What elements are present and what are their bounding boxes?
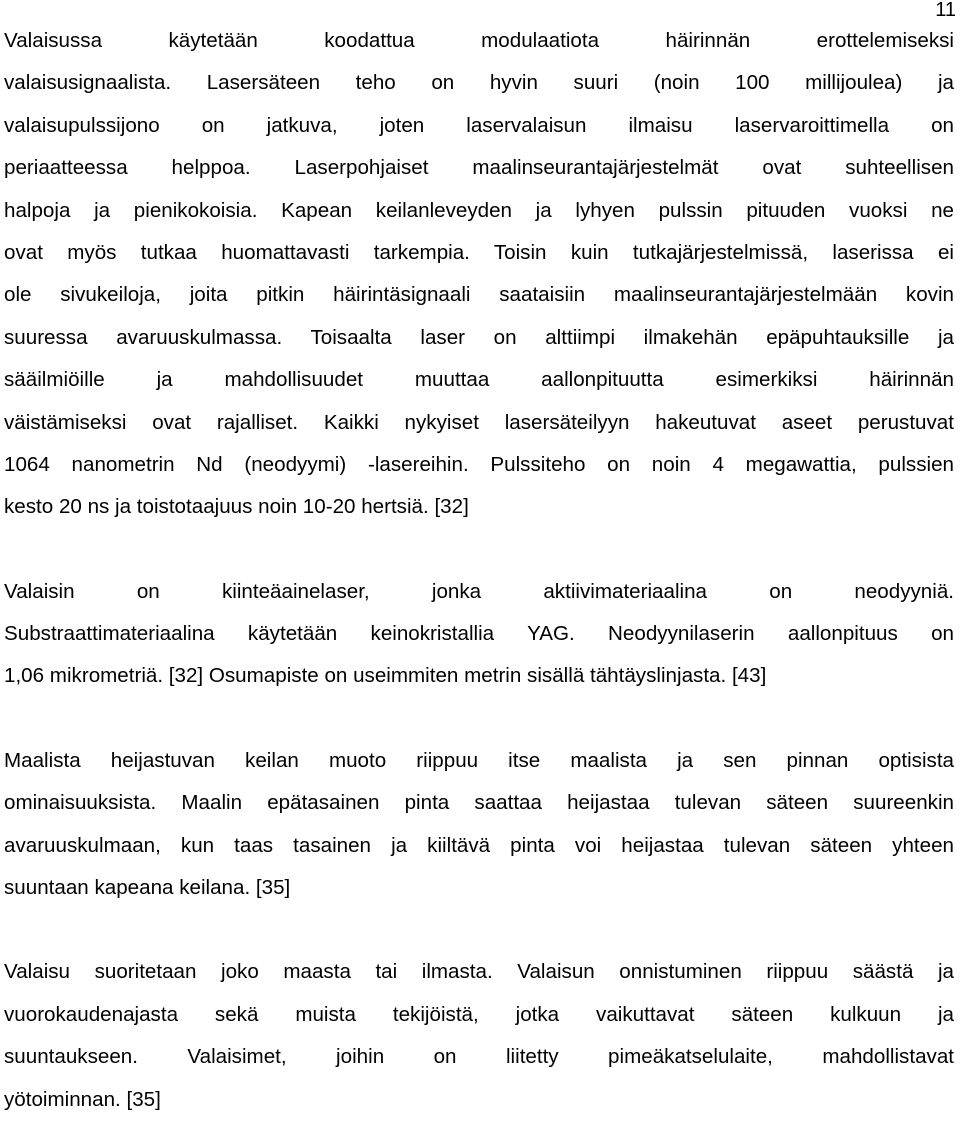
text-line: Valaisu suoritetaan joko maasta tai ilmasta. Valaisun onnistuminen riippuu säästä ja bbox=[4, 960, 954, 984]
paragraph-gap bbox=[4, 529, 954, 571]
text-line: periaatteessa helppoa. Laserpohjaiset maalinseurantajärjestelmät ovat suhteellisen bbox=[4, 156, 954, 180]
text-line: väistämiseksi ovat rajalliset. Kaikki nykyiset lasersäteilyyn hakeutuvat aseet perustuvat bbox=[4, 410, 954, 434]
text-line: Maalista heijastuvan keilan muoto riippuu itse maalista ja sen pinnan optisista bbox=[4, 748, 954, 772]
text-line: avaruuskulmaan, kun taas tasainen ja kiiltävä pinta voi heijastaa tulevan säteen yhteen bbox=[4, 833, 954, 857]
text-line: suuntaan kapeana keilana. [35] bbox=[4, 876, 291, 900]
text-line: ominaisuuksista. Maalin epätasainen pinta saattaa heijastaa tulevan säteen suureenkin bbox=[4, 791, 954, 815]
text-line: 1064 nanometrin Nd (neodyymi) -lasereihin. Pulssiteho on noin 4 megawattia, pulssien bbox=[4, 452, 954, 476]
text-line: Substraattimateriaalina käytetään keinokristallia YAG. Neodyynilaserin aallonpituus on bbox=[4, 622, 954, 646]
text-line: yötoiminnan. [35] bbox=[4, 1087, 161, 1111]
text-line: valaisusignaalista. Lasersäteen teho on hyvin suuri (noin 100 millijoulea) ja bbox=[4, 71, 954, 95]
text-line: ovat myös tutkaa huomattavasti tarkempia. Toisin kuin tutkajärjestelmissä, laserissa ei bbox=[4, 240, 954, 264]
paragraph-4 bbox=[4, 951, 954, 1121]
paragraph-gap bbox=[4, 698, 954, 740]
paragraph-gap bbox=[4, 909, 954, 951]
page-number: 11 bbox=[935, 0, 956, 21]
text-line: halpoja ja pienikokoisia. Kapean keilanleveyden ja lyhyen pulssin pituuden vuoksi ne bbox=[4, 198, 954, 222]
text-line: sääilmiöille ja mahdollisuudet muuttaa aallonpituutta esimerkiksi häirinnän bbox=[4, 368, 954, 392]
text-line: suuressa avaruuskulmassa. Toisaalta laser on alttiimpi ilmakehän epäpuhtauksille ja bbox=[4, 325, 954, 349]
document-body bbox=[4, 20, 954, 1121]
text-line: Valaisussa käytetään koodattua modulaatiota häirinnän erottelemiseksi bbox=[4, 29, 954, 52]
text-line: vuorokaudenajasta sekä muista tekijöistä, jotka vaikuttavat säteen kulkuun ja bbox=[4, 1002, 954, 1026]
text-line: ole sivukeiloja, joita pitkin häirintäsignaali saataisiin maalinseurantajärjestelmään kovin bbox=[4, 283, 954, 307]
text-line: kesto 20 ns ja toistotaajuus noin 10-20 hertsiä. [32] bbox=[4, 495, 469, 519]
paragraph-1 bbox=[4, 20, 954, 529]
text-line: valaisupulssijono on jatkuva, joten laservalaisun ilmaisu laservaroittimella on bbox=[4, 113, 954, 137]
text-line: Valaisin on kiinteäainelaser, jonka aktiivimateriaalina on neodyyniä. bbox=[4, 579, 954, 603]
paragraph-3 bbox=[4, 740, 954, 910]
paragraph-2 bbox=[4, 571, 954, 698]
text-line: 1,06 mikrometriä. [32] Osumapiste on useimmiten metrin sisällä tähtäyslinjasta. [43] bbox=[4, 664, 767, 688]
text-line: suuntaukseen. Valaisimet, joihin on liitetty pimeäkatselulaite, mahdollistavat bbox=[4, 1045, 954, 1069]
